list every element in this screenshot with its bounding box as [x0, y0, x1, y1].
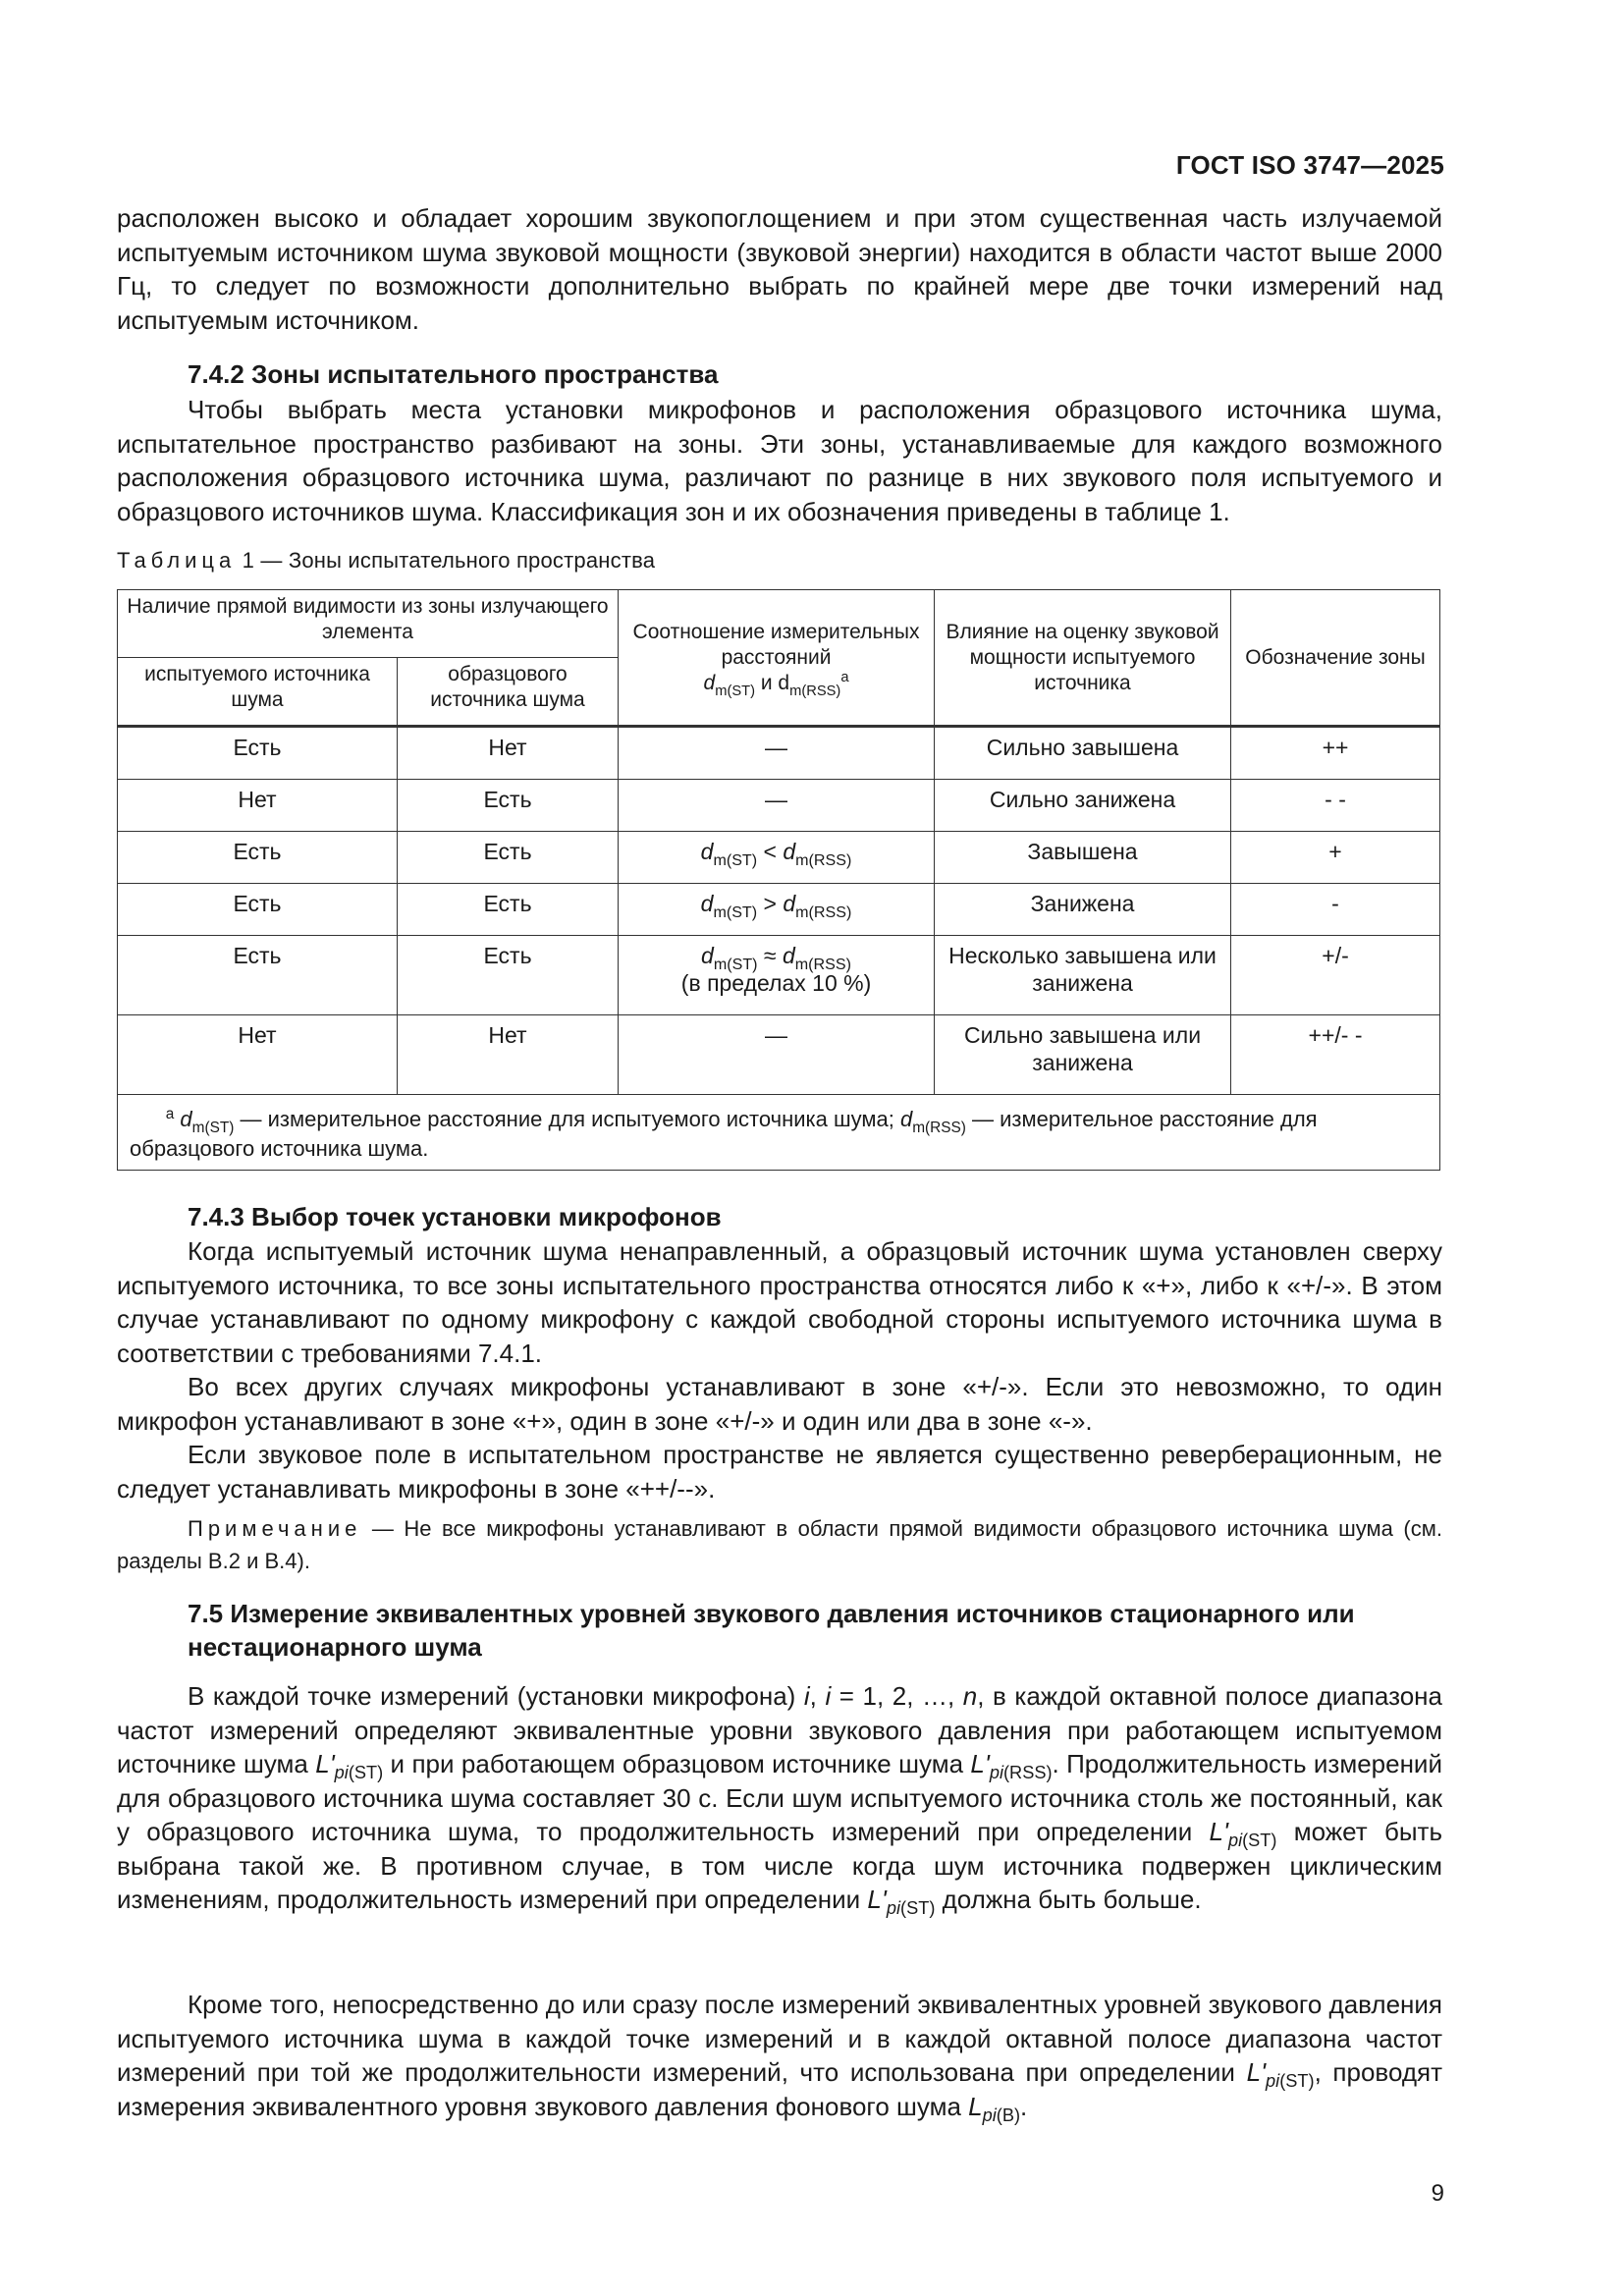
- table-cell: Завышена: [935, 832, 1231, 884]
- section-75-p1: [117, 1679, 1442, 1917]
- text-run: должна быть больше.: [935, 1885, 1202, 1914]
- header-ratio-sup: a: [840, 669, 849, 685]
- table-cell: +: [1231, 832, 1440, 884]
- section-75-title: 7.5 Измерение эквивалентных уровней звукового давления источников стационарного или нестационарного шума: [188, 1599, 1355, 1662]
- text-run: может быть выбрана такой же. В противном случае, в том числе когда шум источника подвержен циклическим изменениям, продолжительность измерений при определении: [117, 1817, 1442, 1914]
- header-influence: Влияние на оценку звуковой мощности испытуемого источника: [935, 590, 1231, 727]
- table-cell-ratio: [619, 936, 935, 1015]
- table-caption: [117, 548, 655, 574]
- table-cell: ++/- -: [1231, 1015, 1440, 1095]
- zones-table: [117, 589, 1440, 1171]
- sub-rss: (RSS): [1003, 1763, 1053, 1782]
- ratio-operator: >: [757, 891, 784, 916]
- table-cell: Нет: [398, 1015, 619, 1095]
- note-label: Примечание: [188, 1516, 362, 1541]
- table-cell: - -: [1231, 780, 1440, 832]
- table-cell: Занижена: [935, 884, 1231, 936]
- standard-header: ГОСТ ISO 3747—2025: [1175, 150, 1444, 180]
- sub-pi: pi: [989, 1763, 1003, 1782]
- sub-st: (ST): [900, 1898, 936, 1918]
- symbol-n: n: [962, 1681, 978, 1711]
- section-743-p1: Когда испытуемый источник шума ненаправленный, а образцовый источник шума установлен сверху испытуемого источника, то все зоны испытательного пространства относятся либо к «+», либо к «+/-». В этом случае устанавливают по одному микрофону с каждой свободной стороны испытуемого источника шума в соответствии с требованиями 7.4.1.: [117, 1236, 1442, 1368]
- symbol-L: L': [1209, 1817, 1228, 1846]
- symbol-L: L': [1246, 2057, 1267, 2087]
- section-75-p2: [117, 1988, 1442, 2123]
- table-cell: Есть: [118, 936, 398, 1015]
- table-cell: Есть: [118, 832, 398, 884]
- text-run: .: [1020, 2091, 1028, 2121]
- table-cell: Есть: [398, 780, 619, 832]
- text-run: и при работающем образцовом источнике шума: [383, 1749, 971, 1778]
- section-743-note: [117, 1512, 1442, 1577]
- sub-rss: m(RSS): [912, 1120, 966, 1136]
- ratio-operator: <: [757, 839, 784, 864]
- symbol-i: i: [825, 1681, 832, 1711]
- symbol-d: d: [700, 891, 714, 916]
- table-caption-label: Таблица: [117, 548, 237, 573]
- table-cell: Сильно завышена или занижена: [935, 1015, 1231, 1095]
- table-cell: Есть: [398, 884, 619, 936]
- header-zone: Обозначение зоны: [1231, 590, 1440, 727]
- header-ratio-and: и d: [755, 671, 790, 694]
- sub-rss: m(RSS): [795, 903, 852, 921]
- table-cell: —: [619, 780, 935, 832]
- symbol-L: L: [968, 2091, 983, 2121]
- header-ratio: [619, 590, 935, 727]
- header-visibility: Наличие прямой видимости из зоны излучающего элемента: [118, 590, 619, 658]
- sub-b: (B): [996, 2105, 1021, 2125]
- text-run: ,: [809, 1681, 826, 1711]
- sub-rss: m(RSS): [794, 956, 851, 973]
- section-743-title: 7.4.3 Выбор точек установки микрофонов: [188, 1202, 722, 1231]
- text-run: В каждой точке измерений (установки микрофона): [188, 1681, 804, 1711]
- section-743-p3: Если звуковое поле в испытательном пространстве не является существенно реверберационным, не следует устанавливать микрофоны в зоне «++/--».: [117, 1440, 1442, 1503]
- table-cell: —: [619, 727, 935, 780]
- header-ratio-rss: m(RSS): [789, 683, 841, 699]
- footnote-mark: a: [165, 1106, 175, 1122]
- intro-paragraph: расположен высоко и обладает хорошим звукопоглощением и при этом существенная часть излучаемой испытуемым источником шума звуковой мощности (звуковой энергии) находится в области частот выше 2000 Гц, то следует по возможности дополнительно выбрать по крайней мере две точки измерений над испытуемым источником.: [117, 203, 1442, 335]
- sub-st: (ST): [348, 1763, 384, 1782]
- symbol-d: d: [783, 891, 796, 916]
- footnote-text-1: — измерительное расстояние для испытуемого источника шума;: [234, 1107, 900, 1131]
- table-cell: Нет: [398, 727, 619, 780]
- section-742-title: 7.4.2 Зоны испытательного пространства: [188, 359, 719, 389]
- sub-pi: pi: [1227, 1831, 1243, 1850]
- sub-st: (ST): [1242, 1831, 1277, 1850]
- table-cell-ratio: [619, 884, 935, 936]
- sub-pi: pi: [334, 1763, 349, 1782]
- footnote-text-2: — измерительное расстояние для образцового источника шума.: [130, 1107, 1318, 1161]
- text-run: = 1, 2, …,: [831, 1681, 963, 1711]
- ratio-operator: ≈: [757, 943, 783, 968]
- sub-pi: pi: [1266, 2071, 1280, 2091]
- table-cell: Несколько завышена или занижена: [935, 936, 1231, 1015]
- symbol-d: d: [899, 1107, 913, 1131]
- header-test-source: испытуемого источника шума: [118, 658, 398, 727]
- table-cell: ++: [1231, 727, 1440, 780]
- table-cell: Есть: [118, 884, 398, 936]
- text-run: Кроме того, непосредственно до или сразу после измерений эквивалентных уровней звукового давления испытуемого источника шума в каждой точке измерений и в каждой октавной полосе диапазона частот измерений при той же продолжительности измерений, что использована при определении: [117, 1990, 1442, 2087]
- note-text: — Не все микрофоны устанавливают в области прямой видимости образцового источника шума (см. разделы В.2 и В.4).: [117, 1516, 1442, 1573]
- section-743-p2: Во всех других случаях микрофоны устанавливают в зоне «+/-». Если это невозможно, то один микрофон устанавливают в зоне «+», один в зоне «+/-» и один или два в зоне «-».: [117, 1372, 1442, 1436]
- table-cell: Есть: [118, 727, 398, 780]
- header-ratio-text: Соотношение измерительных расстояний: [632, 620, 920, 669]
- header-ref-source: образцового источника шума: [398, 658, 619, 727]
- table-cell: —: [619, 1015, 935, 1095]
- sub-st: m(ST): [191, 1120, 235, 1136]
- sub-st: m(ST): [713, 851, 758, 869]
- section-742-text: Чтобы выбрать места установки микрофонов и расположения образцового источника шума, испытательное пространство разбивают на зоны. Эти зоны, устанавливаемые для каждого возможного расположения образцового источника шума, различают по разнице в них звукового поля испытуемого и образцового источников шума. Классификация зон и их обозначения приведены в таблице 1.: [117, 395, 1442, 526]
- symbol-i: i: [803, 1681, 810, 1711]
- table-caption-text: 1 — Зоны испытательного пространства: [242, 548, 656, 573]
- symbol-L: L': [315, 1749, 335, 1778]
- symbol-d: d: [782, 943, 795, 968]
- symbol-L: L': [867, 1885, 887, 1914]
- table-cell: Есть: [398, 936, 619, 1015]
- text-run: , в каждой октавной полосе диапазона частот измерений определяют эквивалентные уровни звукового давления при работающем испытуемом источнике шума: [117, 1681, 1442, 1778]
- page-number: 9: [1431, 2180, 1444, 2207]
- sub-st: m(ST): [713, 956, 758, 973]
- symbol-d: d: [700, 839, 714, 864]
- header-ratio-d1: d: [703, 671, 716, 694]
- table-cell: Есть: [398, 832, 619, 884]
- sub-rss: m(RSS): [795, 851, 852, 869]
- table-cell: Нет: [118, 1015, 398, 1095]
- symbol-L: L': [970, 1749, 990, 1778]
- ratio-extra: (в пределах 10 %): [680, 970, 872, 996]
- table-footnote: [118, 1095, 1440, 1171]
- sub-pi: pi: [886, 1898, 901, 1918]
- table-cell-ratio: [619, 832, 935, 884]
- symbol-d: d: [701, 943, 714, 968]
- table-cell: -: [1231, 884, 1440, 936]
- header-ratio-st: m(ST): [715, 683, 756, 699]
- text-run: . Продолжительность измерений для образцового источника шума составляет 30 с. Если шум испытуемого источника столь же постоянный, как у образцового источника шума, то продолжительность измерений при определении: [117, 1749, 1442, 1846]
- sub-st: (ST): [1279, 2071, 1315, 2091]
- symbol-d: d: [180, 1107, 192, 1131]
- table-cell: Сильно занижена: [935, 780, 1231, 832]
- sub-pi: pi: [982, 2105, 997, 2125]
- table-cell: Сильно завышена: [935, 727, 1231, 780]
- table-cell: +/-: [1231, 936, 1440, 1015]
- table-cell: Нет: [118, 780, 398, 832]
- sub-st: m(ST): [713, 903, 758, 921]
- symbol-d: d: [783, 839, 796, 864]
- text-run: , проводят измерения эквивалентного уровня звукового давления фонового шума: [117, 2057, 1442, 2121]
